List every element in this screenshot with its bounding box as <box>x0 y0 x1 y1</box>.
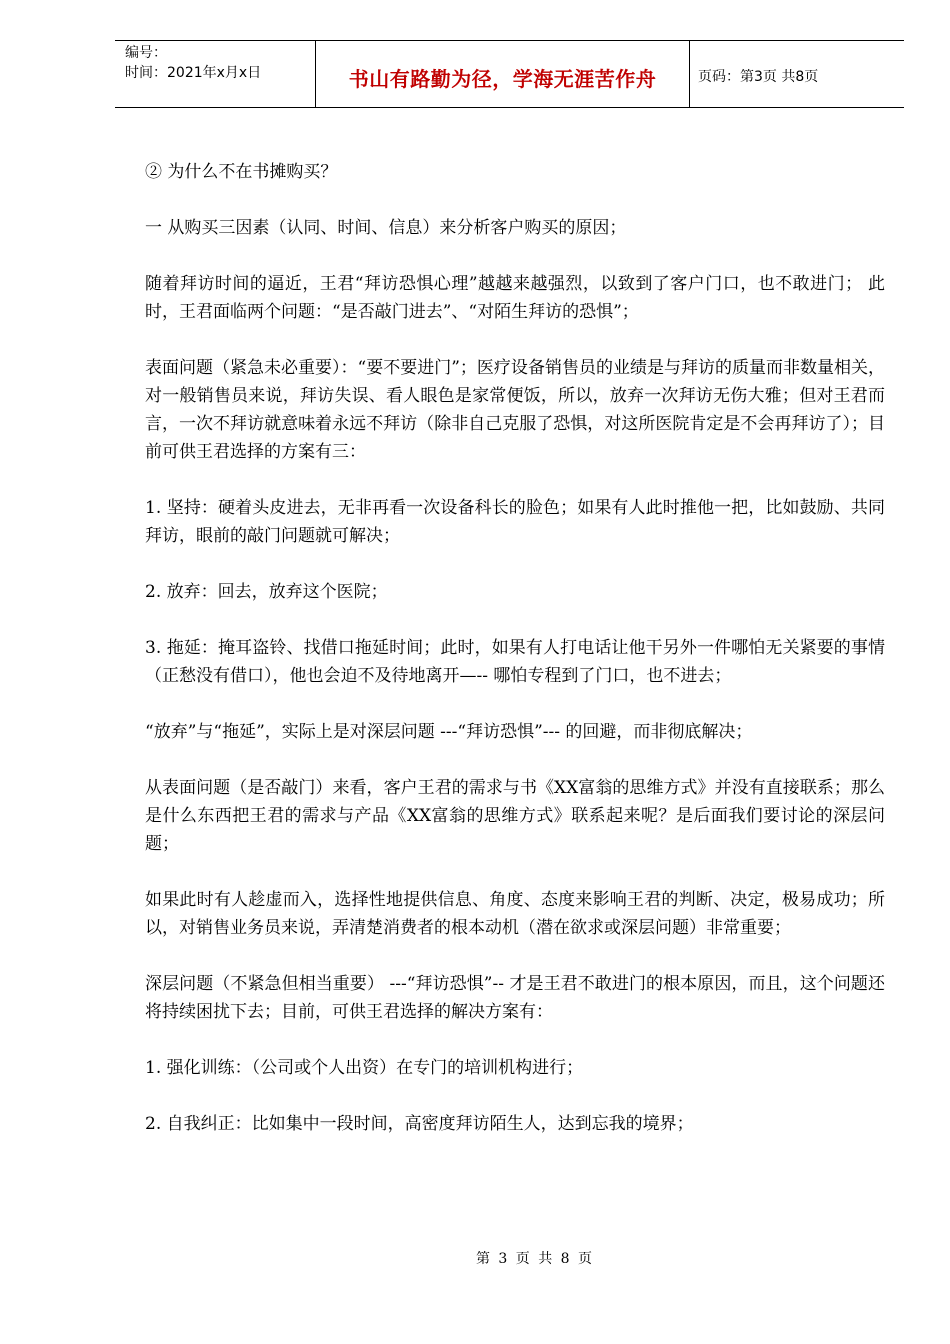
date-label: 时间：2021年x月x日 <box>125 65 262 81</box>
paragraph: 如果此时有人趁虚而入，选择性地提供信息、角度、态度来影响王君的判断、决定，极易成功；所以，对销售业务员来说，弄清楚消费者的根本动机（潜在欲求或深层问题）非常重要； <box>145 890 885 938</box>
paragraph: 表面问题（紧急未必重要）：“要不要进门”；医疗设备销售员的业绩是与拜访的质量而非数量相关，对一般销售员来说，拜访失误、看人眼色是家常便饭，所以，放弃一次拜访无伤大雅；但对王君而言，一次不拜访就意味着永远不拜访（除非自己克服了恐惧，对这所医院肯定是不会再拜访了）；目前可供王君选择的方案有三： <box>145 358 885 462</box>
paragraph: 一 从购买三因素（认同、时间、信息）来分析客户购买的原因； <box>145 218 627 238</box>
list-item: 1. 强化训练：（公司或个人出资）在专门的培训机构进行； <box>145 1058 584 1078</box>
list-item: 2. 自我纠正：比如集中一段时间，高密度拜访陌生人，达到忘我的境界； <box>145 1114 694 1134</box>
header-page-cell <box>690 41 904 107</box>
list-item: 2. 放弃：回去，放弃这个医院； <box>145 582 388 602</box>
serial-label: 编号： <box>125 45 167 61</box>
list-item: 1. 坚持：硬着头皮进去，无非再看一次设备科长的脸色；如果有人此时推他一把，比如鼓励、共同拜访，眼前的敲门问题就可解决； <box>145 498 885 546</box>
header-page-info: 页码：第3页 共8页 <box>698 69 819 85</box>
list-item: 3. 拖延：掩耳盗铃、找借口拖延时间；此时，如果有人打电话让他干另外一件哪怕无关紧要的事情（正愁没有借口），他也会迫不及待地离开—-- 哪怕专程到了门口，也不进去； <box>145 638 885 686</box>
footer-page-number: 第 3 页 共 8 页 <box>475 1251 595 1267</box>
header-meta <box>115 41 315 107</box>
paragraph: 深层问题（不紧急但相当重要） ---“拜访恐惧”-- 才是王君不敢进门的根本原因，而且，这个问题还将持续困扰下去；目前，可供王君选择的解决方案有： <box>145 974 885 1022</box>
page-footer <box>0 1248 950 1268</box>
paragraph: ② 为什么不在书摊购买？ <box>145 162 338 182</box>
paragraph: 随着拜访时间的逼近，王君“拜访恐惧心理”越越来越强烈，以致到了客户门口，也不敢进门； 此时，王君面临两个问题：“是否敲门进去”、“对陌生拜访的恐惧”； <box>145 274 885 322</box>
page-header <box>115 40 904 108</box>
header-motto-cell <box>315 41 690 107</box>
paragraph: “放弃”与“拖延”，实际上是对深层问题 ---“拜访恐惧”--- 的回避，而非彻底解决； <box>145 722 753 742</box>
header-motto: 书山有路勤为径，学海无涯苦作舟 <box>348 66 657 91</box>
paragraph: 从表面问题（是否敲门）来看，客户王君的需求与书《XX富翁的思维方式》并没有直接联系；那么是什么东西把王君的需求与产品《XX富翁的思维方式》联系起来呢？是后面我们要讨论的深层问题； <box>145 778 885 854</box>
document-body <box>145 158 885 1166</box>
